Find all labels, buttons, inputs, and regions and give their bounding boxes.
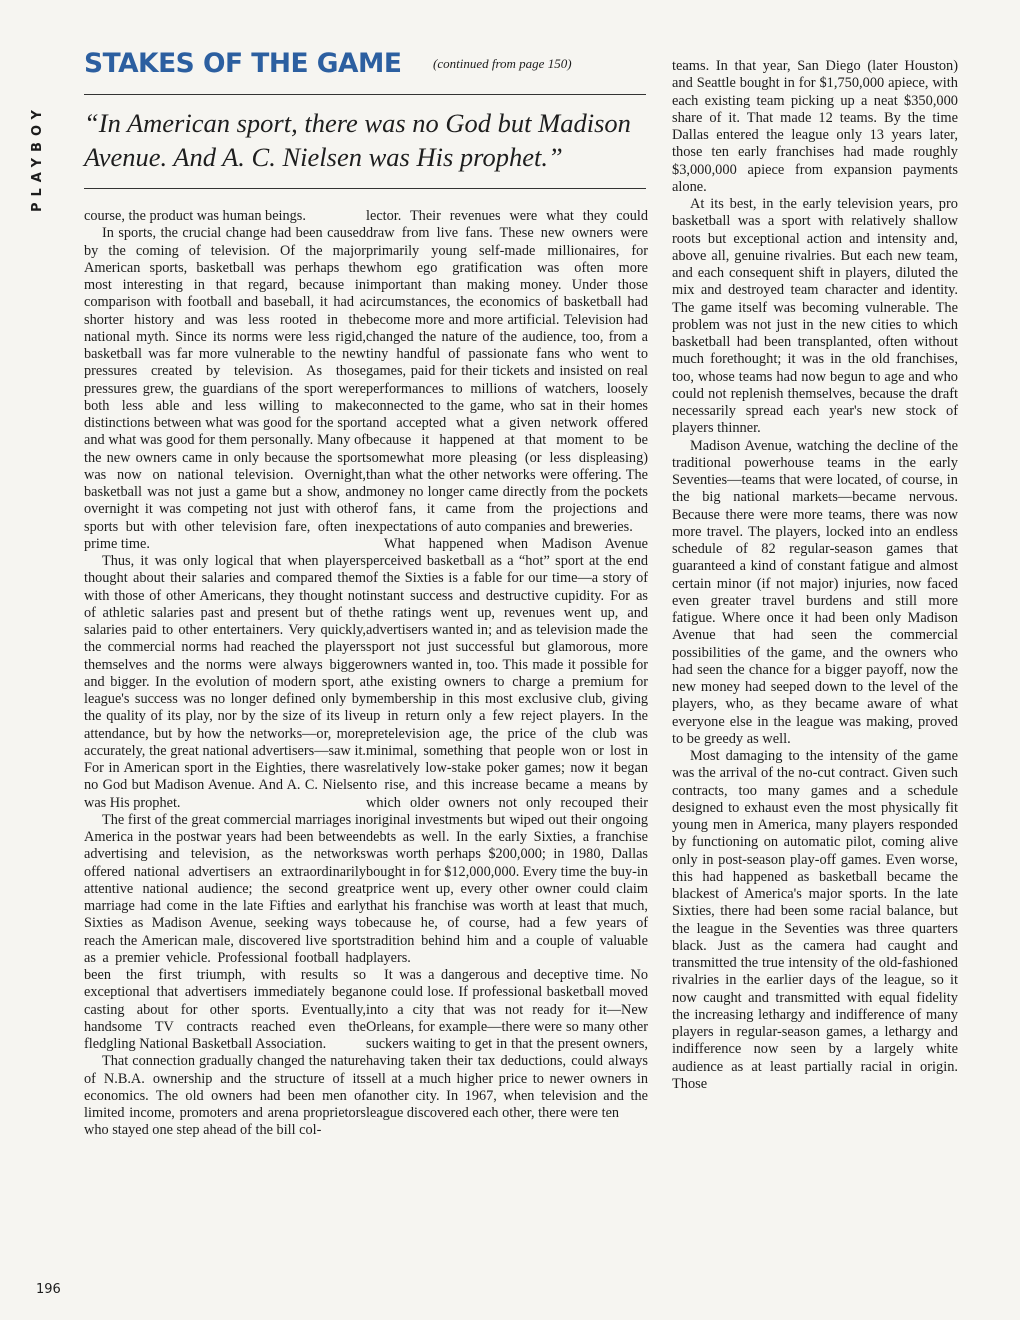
paragraph: lector. Their revenues were what they could draw from live fans. These new owners were primarily young self-made millionaires, for whom ego gratification was often more important than making money. Under those circumstances, the economics of basketball had become more and more artificial. Television had changed the nature of the audience, too, from a tiny handful of passionate fans who went to games, paid for their tickets and insisted on real performances to millions of watchers, loosely connected to the game, who sat in their homes and accepted what a given network offered because it happened at that moment to be somewhat more pleasing (or less displeasing) than what the other networks were offering. The money no longer came directly from the pockets of fans, it came from the projections and expectations of auto companies and breweries. [366,208,648,535]
page-number: 196 [36,1282,61,1297]
text-column-1 [84,208,366,1140]
pull-quote: “In American sport, there was no God but Madison Avenue. And A. C. Nielsen was His prophet.” [84,108,631,172]
paragraph: What happened when Madison Avenue perceived basketball as a “hot” sport at the end of the Sixties is a fable for our time—a story of instant success and destructive cupidity. For as the ratings went up, revenues went up, and advertisers wanted in; and as television made the sport not just successful but glamorous, more owners wanted in, too. This made it possible for the existing owners to charge a premium for membership in this most exclusive club, giving up in return only a few reject players. In the pretelevision age, the price of the club was minimal, something that people won or lost in relatively low-stake poker games; now it began to rise, and this increase became a means by which older owners not only recouped their original investments but wiped out their ongoing debts as well. In the early Sixties, a franchise was worth perhaps $200,000; in 1980, Dallas bought in for $12,000,000. Every time the buy-in price went up, every other owner could claim that his franchise was worth at least that much, because he, of course, had a few years of tradition behind him and a couple of valuable players. [366,535,648,966]
paragraph: teams. In that year, San Diego (later Houston) and Seattle bought in for $1,750,000 apiece, with each existing team picking up a neat $350,000 share of it. That made 12 teams. By the time Dallas entered the league only 13 years later, those ten early franchises had made roughly $3,000,000 apiece from expansion payments alone. [672,58,958,195]
article-title: STAKES OF THE GAME [84,48,402,79]
header-rule-bottom [84,188,646,189]
paragraph: It was a dangerous and deceptive time. No one could lose. If professional basketball moved into a city that was not ready for it—New Orleans, for example—there were so many other suckers waiting to get in that the present owners, having taken their tax deductions, could always sell at a much higher price to newer owners in another city. In 1967, when television and the league discovered each other, there were ten [366,967,648,1121]
text-column-3 [672,58,958,1093]
paragraph: That connection gradually changed the nature of N.B.A. ownership and the structure of its economics. The old owners had been men of limited income, promoters and arena proprietors who stayed one step ahead of the bill col- [84,1053,366,1139]
article-header [84,48,650,79]
paragraph: course, the product was human beings. [84,208,306,224]
paragraph: Most damaging to the intensity of the game was the arrival of the no-cut contract. Given such contracts, too many games and a schedule designed to exhaust even the most physically fit young men in America, many players responded by functioning on automatic pilot, coming alive only in post-season play-off games. Even worse, this had happened as basketball became the blackest of America's major sports. In the late Sixties, there had been some racial balance, but the league in the Seventies was three quarters black. Just as the camera had caught and transmitted the true intensity of the old-fashioned rivalries in the earlier days of the league, so it now caught and transmitted with equal fidelity the increasing lethargy and indifference of many players in regular-season games, a lethargy and indifference now seen by a largely white audience as at least partially racial in origin. Those [672,748,958,1092]
paragraph: In sports, the crucial change had been caused by the coming of television. Of the major American sports, basketball was perhaps the most interesting in that regard, because in comparison with football and baseball, it had a shorter history and was less rooted in the national myth. Since its norms were less rigid, basketball was far more vulnerable to the new pressures created by television. As those pressures grew, the guardians of the sport were both less able and less willing to make distinctions between what was good for the sport and what was good for them personally. Many of the new owners came in only because the sport was now on national television. Overnight, basketball was not just a game but a show, and overnight it was competing not just with other sports but with other television fare, often in prime time. [84,225,366,552]
text-column-2 [366,208,648,1122]
paragraph: Thus, it was only logical that when players thought about their salaries and compared them with those of other Americans, they thought not of athletic salaries past and present but of the salaries paid to other entertainers. Very quickly, the commercial norms had reached the players themselves and the norms were always bigger and bigger. In the evolution of modern sport, a league's success was no longer defined only by the quality of its play, nor by the size of its live attendance, but by how the networks—or, more accurately, the great national advertisers—saw it. For in American sport in the Eighties, there was no God but Madison Avenue. And A. C. Nielsen was His prophet. [84,553,366,811]
continued-note: (continued from page 150) [433,56,572,71]
paragraph: Madison Avenue, watching the decline of the traditional powerhouse teams in the early Seventies—teams that were located, of course, in the big national markets—became nervous. Because there were more teams, there was now more travel. The players, locked into an endless schedule of 82 regular-season games that guaranteed a kind of constant fatigue and almost certain minor (if not major) injuries, now faced even greater travel burdens and still more fatigue. Where once it had been only Madison Avenue that had seen the commercial possibilities of the game, and the owners who had seen the chance for a bigger payoff, now the new money had seeped down to the level of the players, who, as they became aware of what everyone else in the league was making, proved to be greedy as well. [672,437,958,747]
paragraph: The first of the great commercial marriages in America in the postwar years had been between advertising and television, as the networks offered national advertisers an extraordinarily attentive national audience; the second great marriage had come in the late Fifties and early Sixties as Madison Avenue, seeking ways to reach the American male, discovered live sports as a premier vehicle. Professional football had been the first triumph, with results so exceptional that advertisers immediately began casting about for other sports. Eventually, handsome TV contracts reached even the fledgling National Basketball Association. [84,811,366,1052]
header-rule-top [84,94,646,95]
magazine-name-vertical: PLAYBOY [30,104,45,212]
paragraph: At its best, in the early television years, pro basketball was a sport with relatively shallow roots but exceptional action and intensity and, above all, genuine rivalries. But each new team, and each consequent shift in players, diluted the mix and destroyed team character and identity. The game itself was becoming vulnerable. The problem was not just in the new cities to which basketball had been transplanted, often without much forethought; it was in the old franchises, too, whose teams had now begun to age and who could not replenish themselves, because the draft necessarily spread each year's new stock of players thinner. [672,196,958,437]
